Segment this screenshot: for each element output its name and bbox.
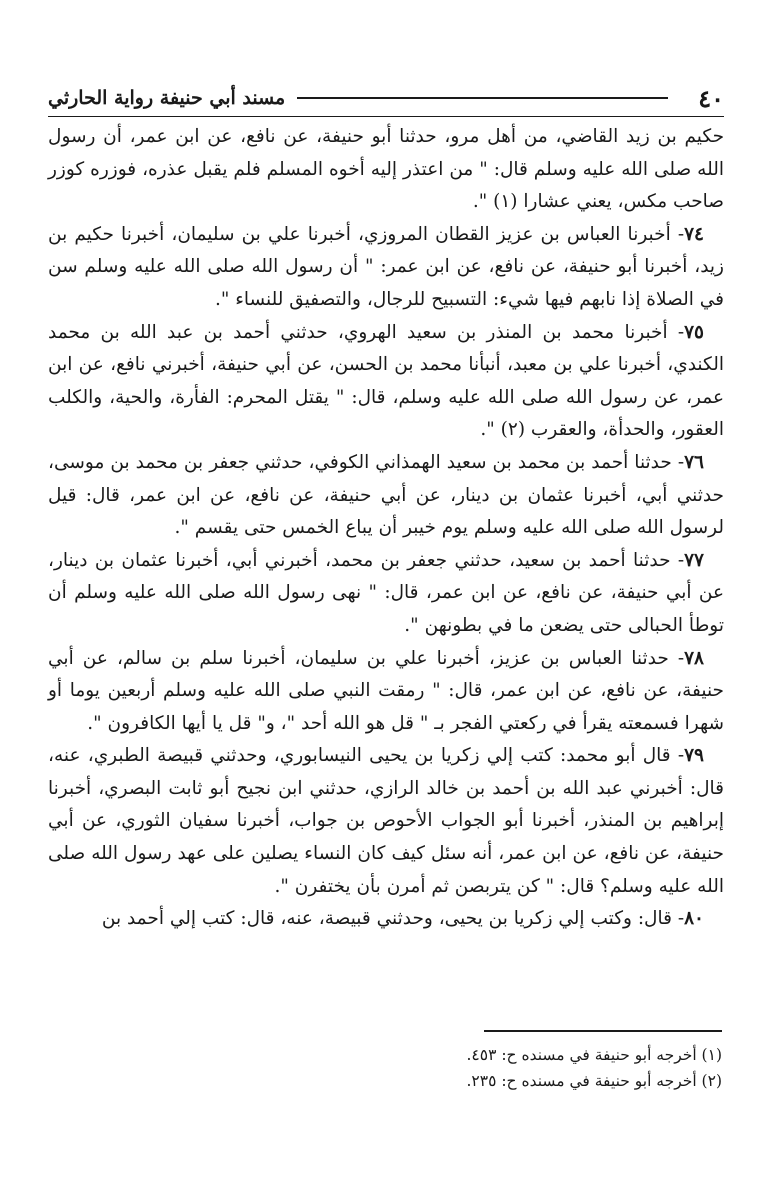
hadith-text: أخبرنا محمد بن المنذر بن سعيد الهروي، حدثني أحمد بن عبد الله بن محمد الكندي، أخبرنا علي بن معبد، أنبأنا محمد بن الحسن، عن أبي حنيفة، أخبرني نافع، عن ابن عمر، عن رسول الله صلى الله عليه وسلم، قال: " يقتل المحرم: الفأرة، والحية، والكلب العقور، والحدأة، والعقرب (٢) ".: [48, 321, 724, 441]
hadith-number: ٧٩: [684, 745, 704, 767]
hadith-80: ٨٠- قال: وكتب إلي زكريا بن يحيى، وحدثني قبيصة، عنه، قال: كتب إلي أحمد بن: [101, 908, 704, 930]
hadith-78: ٧٨- حدثنا العباس بن عزيز، أخبرنا علي بن سليمان، أخبرنا سلم بن سالم، عن أبي حنيفة، عن نافع، عن ابن عمر، قال: " رمقت النبي صلى الله عليه وسلم أربعين يوما أو شهرا فسمعته يقرأ في ركعتي الفجر بـ " قل هو الله أحد "، و" قل يا أيها الكافرون ".: [48, 647, 724, 734]
hadith-77: ٧٧- حدثنا أحمد بن سعيد، حدثني جعفر بن محمد، أخبرني أبي، أخبرنا عثمان بن دينار، عن أبي حنيفة، عن نافع، عن ابن عمر، قال: " نهى رسول الله صلى الله عليه وسلم أن توطأ الحبالى حتى يضعن ما في بطونهن ".: [48, 549, 724, 636]
page-number: ٤٠: [698, 83, 724, 113]
hadith-number: ٧٧: [684, 549, 704, 571]
footnote-2: (٢) أخرجه أبو حنيفة في مسنده ح: ٢٣٥.: [466, 1071, 722, 1090]
hadith-74: ٧٤- أخبرنا العباس بن عزيز القطان المروزي، أخبرنا علي بن سليمان، أخبرنا حكيم بن زيد، أخبرنا أبو حنيفة، عن نافع، عن ابن عمر: " أن رسول الله صلى الله عليه وسلم سن في الصلاة إذا نابهم فيها شيء: التسبيح للرجال، والتصفيق للنساء ".: [48, 223, 724, 310]
hadith-text: حدثنا أحمد بن سعيد، حدثني جعفر بن محمد، أخبرني أبي، أخبرنا عثمان بن دينار، عن أبي حنيفة، عن نافع، عن ابن عمر، قال: " نهى رسول الله صلى الله عليه وسلم أن توطأ الحبالى حتى يضعن ما في بطونهن ".: [48, 549, 724, 636]
hadith-76: ٧٦- حدثنا أحمد بن محمد بن سعيد الهمذاني الكوفي، حدثني جعفر بن محمد بن موسى، حدثني أبي، أخبرنا عثمان بن دينار، عن أبي حنيفة، عن نافع، عن ابن عمر، قال: قيل لرسول الله صلى الله عليه وسلم يوم خيبر أن يباع الخمس حتى يقسم ".: [48, 451, 724, 539]
hadith-text: قال أبو محمد: كتب إلي زكريا بن يحيى النيسابوري، وحدثني قبيصة الطبري، عنه، قال: أخبرني عبد الله بن أحمد بن خالد الرازي، حدثني ابن نجيح أبو ثابت البصري، أخبرنا إبراهيم بن المنذر، أخبرنا أبو الجواب الأحوص بن جواب، أخبرنا سفيان الثوري، عن أبي حنيفة، عن نافع، عن ابن عمر، أنه سئل كيف كان النساء يصلين على عهد رسول الله صلى الله عليه وسلم؟ قال: " كن يتربصن ثم أمرن بأن يختفرن ".: [48, 745, 724, 897]
hadith-text: حدثنا أحمد بن محمد بن سعيد الهمذاني الكوفي، حدثني جعفر بن محمد بن موسى، حدثني أبي، أخبرنا عثمان بن دينار، عن أبي حنيفة، عن نافع، عن ابن عمر، قال: قيل لرسول الله صلى الله عليه وسلم يوم خيبر أن يباع الخمس حتى يقسم ".: [48, 451, 724, 539]
book-page: [48, 80, 724, 936]
footnote-rule: [484, 1030, 722, 1032]
hadith-number: ٨٠: [684, 908, 704, 930]
footnote-list: [422, 1042, 722, 1094]
intro-paragraph: حكيم بن زيد القاضي، من أهل مرو، حدثنا أبو حنيفة، عن نافع، عن ابن عمر، أن رسول الله صلى الله عليه وسلم قال: " من اعتذر إليه أخوه المسلم فلم يقبل عذره، فوزره كوزر صاحب مكس، يعني عشارا (١) ".: [48, 126, 724, 213]
running-header: [48, 80, 724, 117]
hadith-text: أخبرنا العباس بن عزيز القطان المروزي، أخبرنا علي بن سليمان، أخبرنا حكيم بن زيد، أخبرنا أبو حنيفة، عن نافع، عن ابن عمر: " أن رسول الله صلى الله عليه وسلم سن في الصلاة إذا نابهم فيها شيء: التسبيح للرجال، والتصفيق للنساء ".: [48, 223, 724, 310]
footnotes: [422, 1030, 722, 1094]
hadith-75: ٧٥- أخبرنا محمد بن المنذر بن سعيد الهروي، حدثني أحمد بن عبد الله بن محمد الكندي، أخبرنا علي بن معبد، أنبأنا محمد بن الحسن، عن أبي حنيفة، أخبرني نافع، عن ابن عمر، عن رسول الله صلى الله عليه وسلم، قال: " يقتل المحرم: الفأرة، والحية، والكلب العقور، والحدأة، والعقرب (٢) ".: [48, 321, 724, 441]
body-text: [48, 121, 724, 936]
hadith-text: قال: وكتب إلي زكريا بن يحيى، وحدثني قبيصة، عنه، قال: كتب إلي أحمد بن: [101, 908, 672, 930]
footnote-1: (١) أخرجه أبو حنيفة في مسنده ح: ٤٥٣.: [466, 1045, 722, 1064]
hadith-number: ٧٦: [684, 451, 704, 473]
hadith-text: حدثنا العباس بن عزيز، أخبرنا علي بن سليمان، أخبرنا سلم بن سالم، عن أبي حنيفة، عن نافع، عن ابن عمر، قال: " رمقت النبي صلى الله عليه وسلم أربعين يوما أو شهرا فسمعته يقرأ في ركعتي الفجر بـ " قل هو الله أحد "، و" قل يا أيها الكافرون ".: [48, 647, 724, 734]
book-title: مسند أبي حنيفة رواية الحارثي: [48, 87, 286, 109]
hadith-number: ٧٤: [684, 223, 704, 245]
hadith-79: ٧٩- قال أبو محمد: كتب إلي زكريا بن يحيى النيسابوري، وحدثني قبيصة الطبري، عنه، قال: أخبرني عبد الله بن أحمد بن خالد الرازي، حدثني ابن نجيح أبو ثابت البصري، أخبرنا إبراهيم بن المنذر، أخبرنا أبو الجواب الأحوص بن جواب، أخبرنا سفيان الثوري، عن أبي حنيفة، عن نافع، عن ابن عمر، أنه سئل كيف كان النساء يصلين على عهد رسول الله صلى الله عليه وسلم؟ قال: " كن يتربصن ثم أمرن بأن يختفرن ".: [48, 745, 724, 897]
hadith-number: ٧٥: [684, 321, 704, 343]
hadith-number: ٧٨: [684, 647, 704, 669]
header-rule: [297, 97, 668, 99]
